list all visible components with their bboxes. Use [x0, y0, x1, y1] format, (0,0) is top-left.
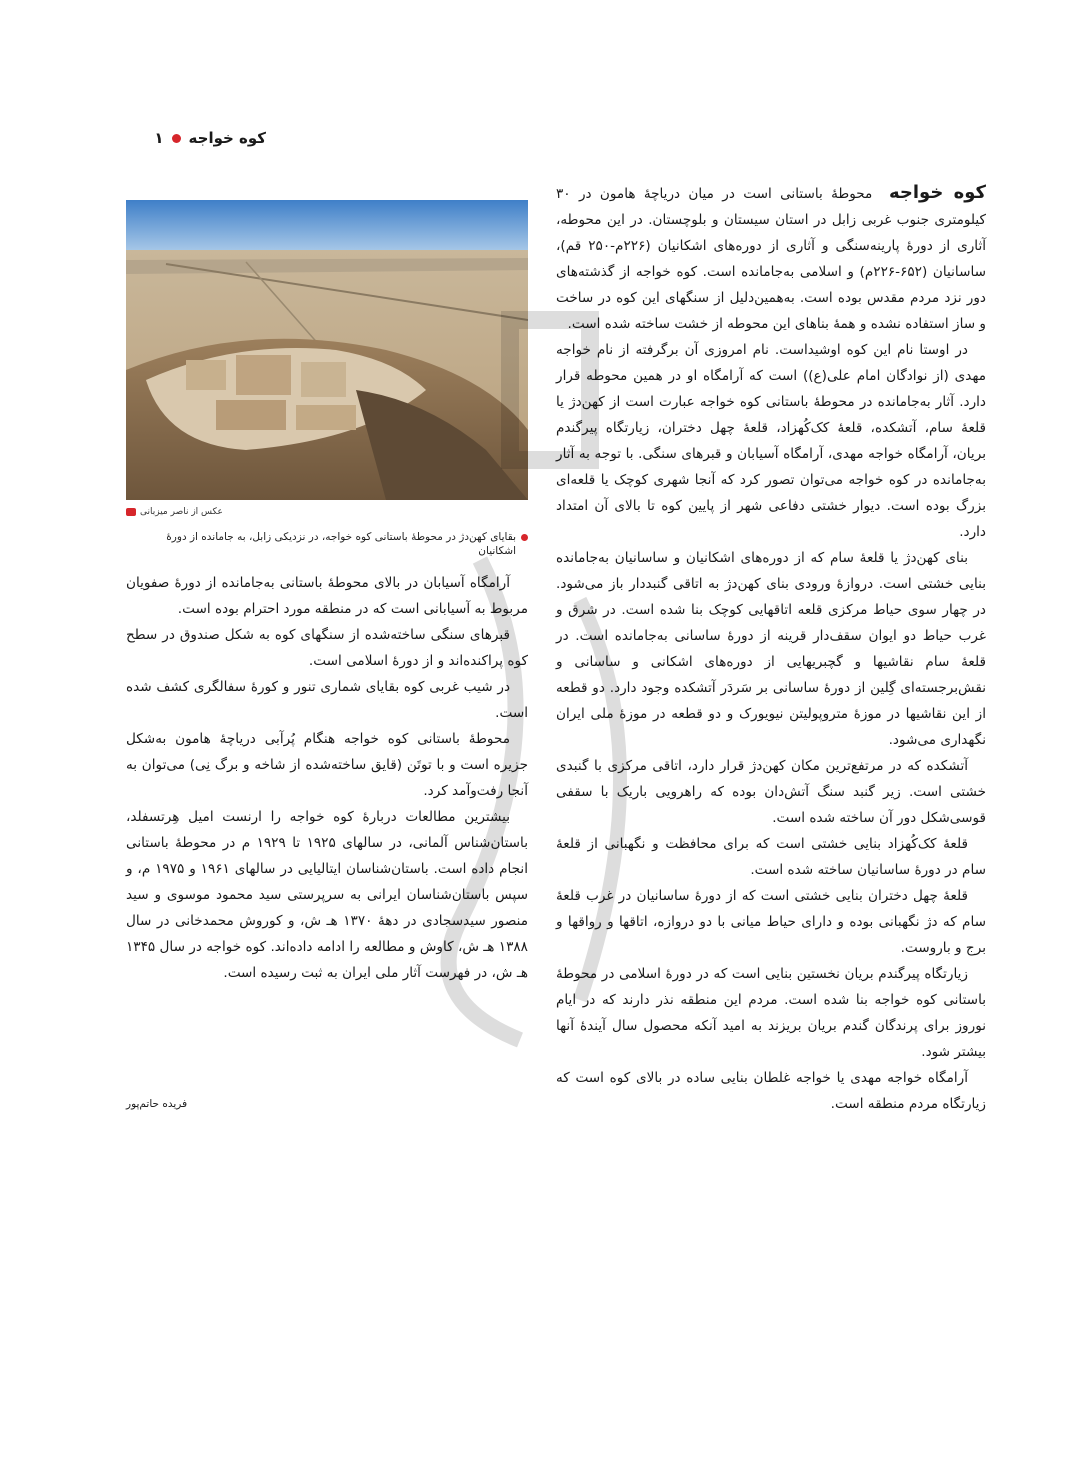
- caption-text: بقایای کهن‌دژ در محوطهٔ باستانی کوه خواجه، در نزدیکی زابل، به جامانده از دورهٔ اشکانیان: [166, 531, 516, 557]
- paragraph: محوطهٔ باستانی کوه خواجه هنگام پُرآبی دریاچهٔ هامون به‌شکل جزیره است و با توتَن (قایق ساخته‌شده از شاخه و برگ نِی) می‌توان به آنجا رفت‌وآمد کرد.: [126, 731, 528, 799]
- paragraph-text: محوطهٔ باستانی است در میان دریاچهٔ هامون در ۳۰ کیلومتری جنوب غربی زابل در استان سیستان و بلوچستان. در این محوطه، آثاری از دورهٔ پارینه‌سنگی و آثاری از دوره‌های اشکانیان (۲۲۶م-۲۵۰ قم)، ساسانیان (۶۵۲-۲۲۶م) و اسلامی به‌جامانده است. کوه خواجه از گذشته‌های دور نزد مردم مقدس بوده است. به‌همین‌دلیل از سنگهای این کوه در ساخت و ساز استفاده نشده و همهٔ بناهای این محوطه از خشت ساخته شده است.: [556, 186, 986, 332]
- author-name: فریده حاتم‌پور: [126, 1098, 188, 1110]
- paragraph: بنای کهن‌دژ یا قلعهٔ سام که از دوره‌های اشکانیان و ساسانیان به‌جامانده بنایی خشتی است. دروازهٔ ورودی بنای کهن‌دژ به اتاقی گنبددار باز می‌شود. در چهار سوی حیاط مرکزی قلعه اتاقهایی کوچک بنا شده است. در شرق و غرب حیاط دو ایوان سقف‌دار قرینه از دورهٔ ساسانی به‌جامانده است. در قلعهٔ سام نقاشیها و گچبریهایی از دوره‌های اشکانی و ساسانی و نقش‌برجسته‌ای گِلین از دورهٔ ساسانی بر سَردَر آتشکده وجود دارد. دو قطعه از این نقاشیها در موزهٔ متروپولیتن نیویورک و دو قطعه در موزهٔ ملی ایران نگهداری می‌شود.: [556, 550, 986, 748]
- running-head-title: کوه خواجه: [188, 129, 266, 147]
- paragraph: قبرهای سنگی ساخته‌شده از سنگهای کوه به شکل صندوق در سطح کوه پراکنده‌اند و از دورهٔ اسلامی است.: [126, 627, 528, 669]
- right-column: [556, 180, 986, 1117]
- paragraph: زیارتگاه پیرگندم بریان نخستین بنایی است که در دورهٔ اسلامی در محوطهٔ باستانی کوه خواجه بنا شده است. مردم این منطقه نذر دارند که در ایام نوروز برای پرندگان گندم بریان بریزند به امید آنکه محصول سال آیندهٔ آنها بیشتر شود.: [556, 966, 986, 1060]
- paragraph: بیشترین مطالعات دربارهٔ کوه خواجه را ارنست امیل هِرتسفلد، باستان‌شناس آلمانی، در سالهای ۱۹۲۵ تا ۱۹۲۹ م در محوطهٔ باستانی انجام داده است. باستان‌شناسان ایتالیایی در سالهای ۱۹۶۱ و ۱۹۷۵ م، و سپس باستان‌شناسان ایرانی به سرپرستی سید محمود موسوی و سید منصور سیدسجادی در دههٔ ۱۳۷۰ هـ ش، و کوروش محمدخانی در سال ۱۳۸۸ هـ ش، کاوش و مطالعه را ادامه داده‌اند. کوه خواجه در سال ۱۳۴۵ هـ ش، در فهرست آثار ملی ایران به ثبت رسیده است.: [126, 809, 528, 981]
- paragraph: در اوستا نام این کوه اوشیداست. نام امروزی آن برگرفته از نام خواجه مهدی (از نوادگان امام علی(ع)) است که آرامگاه او در همین محوطه قرار دارد. آثار به‌جامانده در محوطهٔ باستانی کوه خواجه عبارت است از کهن‌دژ یا قلعهٔ سام، آتشکده، قلعهٔ کک‌کُهزاد، قلعهٔ چهل دختران، زیارتگاه پیرگندم بریان، آرامگاه خواجه مهدی، آرامگاه آسیابان و قبرهای سنگی. با توجه به آثار به‌جامانده در کوه خواجه می‌توان تصور کرد که آنجا شهری کوچک یا قلعه‌ای بزرگ بوده است. دیوار خشتی دفاعی شهر از پایین کوه تا بالای آن امتداد دارد.: [556, 342, 986, 540]
- paragraph: قلعهٔ چهل دختران بنایی خشتی است که از دورهٔ ساسانیان در غرب قلعهٔ سام که دژ نگهبانی بوده و دارای حیاط میانی با دو دروازه، اتاقها و رواقها و برج و باروست.: [556, 888, 986, 956]
- paragraph: در شیب غربی کوه بقایای شماری تنور و کورهٔ سفالگری کشف شده است.: [126, 679, 528, 721]
- site-photo: [126, 200, 528, 500]
- paragraph: آرامگاه خواجه مهدی یا خواجه غلطان بنایی ساده در بالای کوه است که زیارتگاه مردم منطقه است.: [556, 1070, 986, 1112]
- lead-term: کوه خواجه: [889, 182, 986, 203]
- paragraph: آرامگاه آسیابان در بالای محوطهٔ باستانی به‌جامانده از دورهٔ صفویان مربوط به آسیابانی است که در منطقه مورد احترام بوده است.: [126, 575, 528, 617]
- paragraph: قلعهٔ کک‌کُهزاد بنایی خشتی است که برای محافظت و نگهبانی از قلعهٔ سام در دورهٔ ساسانیان ساخته شده است.: [556, 836, 986, 878]
- credit-text: عکس از ناصر میزبانی: [140, 507, 223, 517]
- photo-caption: [126, 530, 528, 560]
- page-number: ۱: [154, 129, 164, 147]
- paragraph: [556, 180, 986, 337]
- running-head-dot: [172, 134, 181, 143]
- photo-credit: [126, 504, 528, 520]
- running-head: [126, 124, 266, 152]
- left-column: [126, 570, 528, 986]
- caption-bullet-icon: [521, 534, 528, 541]
- paragraph: آتشکده که در مرتفع‌ترین مکان کهن‌دژ قرار دارد، اتاقی مرکزی با گنبدی خشتی است. زیر گنبد سنگ آتش‌دان بوده که راهرویی باریک با سقفی قوسی‌شکل دور آن ساخته شده است.: [556, 758, 986, 826]
- camera-icon: [126, 508, 136, 516]
